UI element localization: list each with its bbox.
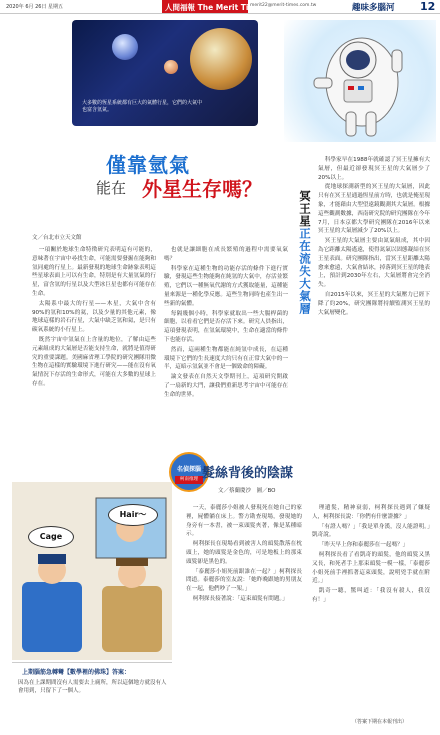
gas-giant-planet xyxy=(190,28,252,90)
paragraph: 自2015年以來，冥王星的大氣壓力已經下降了約20%，研究團隊將持續監測冥王星的大氣層變化。 xyxy=(318,291,430,316)
paragraph: 柯利探長看了看凱奇的頭髮，他的頭髮又黑又長，和死者手上那束頭髮一模一樣，「泰麗莎小姐死前手裡抓著這束頭髮，說明兇手就在附近。」 xyxy=(312,551,430,585)
article-column-2 xyxy=(164,246,288,442)
issue-date: 2020年 6月 26日 星期五 xyxy=(6,4,64,10)
planets-photo xyxy=(72,20,258,126)
astronaut-illustration xyxy=(284,20,436,142)
headline-sub-emph: 外星生存嗎？ xyxy=(142,177,262,201)
vertical-headline-part2: 正在流失大氣層 xyxy=(298,227,312,315)
paragraph: 一天，泰麗莎小姐被人發現死在她自己的家裡，屍體躺在床上。警方勘查現場，發現她的身旁有一本書，被一束頭髮夾著，像是某種暗示。 xyxy=(186,505,302,538)
paragraph: 也就是讓細胞在成長繁殖的過程中需要氧氣嗎？ xyxy=(164,247,288,262)
article-column-1 xyxy=(32,246,156,442)
paragraph: 「有證人嗎？」「我是單身漢，沒人能證明。」凱奇說。 xyxy=(312,523,430,539)
paragraph: 冥王星的大氣層主要由氮氣組成，其中因為它距離太陽遙遠，使得氮氣以固態凝結在冥王星表面。研究團隊指出，當冥王星距離太陽愈來愈遠，大氣會結冰，掉落到冥王星的地表上，預計到2030年左右，大氣層將會完全消失。 xyxy=(318,238,430,289)
paragraph: 凱奇一聽，驚叫道：「我沒有殺人，我沒有！」 xyxy=(312,588,430,603)
vertical-headline-part1: 冥王星 xyxy=(298,190,312,228)
answer-footnote: （答案下期在本報刊出） xyxy=(352,719,408,725)
paragraph: 從地球探測新型的冥王星的大氣層，因此只有在冥王星通過恆星前方時，也就是掩星現象，才能藉由大型望遠鏡觀測其大氣層。根據這些觀測數據，西南研究院的研究團隊在今年7月，日本京都大學研究團隊在2016年以來冥王星的大氣層減少了20%以上。 xyxy=(318,184,430,235)
small-planet xyxy=(112,34,138,60)
article-column-3 xyxy=(318,156,430,446)
speech-bubble-left: Cage xyxy=(28,526,74,548)
paragraph: 太陽系中最大的行星——木星，大氣中含有90%的氫和10%的氦，以及少量的其他元素，像地球這樣的岩石行星，大氣中缺乏氫和氦，是只有碳氧系統的小行星上。 xyxy=(32,300,156,334)
paragraph: 柯利探長接著說：「這束頭髮有問題。」 xyxy=(192,595,288,602)
tiny-planet xyxy=(164,60,178,74)
paragraph: 一項關於地球生命特徵研究表明這有可能的，意味著在宇宙中尋找生命，可能需要發掘在能夠和氫同處的行星上。最新發現的地球生命跡象表明這些星球表面上可以有生命，特別是有大量氫氣的行星，富含氫的行星以及大型冰巨星也都有可能存在生命。 xyxy=(32,247,156,297)
headline-sub-prefix: 能在 xyxy=(96,179,127,197)
astronaut-icon xyxy=(284,20,436,142)
photo-caption: 大多數的恆星系統都有巨大的氣體行星，它們的大氣中也富含氫氣。 xyxy=(82,100,203,113)
previous-answer-box xyxy=(12,662,172,710)
story-column-1 xyxy=(186,504,302,712)
vertical-headline xyxy=(293,190,313,315)
comic-illustration xyxy=(12,482,172,660)
badge-subtitle: 柯南推理 xyxy=(175,476,203,484)
story-title: 髮絲背後的陰謀 xyxy=(202,466,294,481)
paragraph: 柯利探長在現場看到被害人的頭髮散落在枕頭上，她的頭髮是金色的，可是地板上的那束頭髮卻是黑色的。 xyxy=(186,541,302,565)
paragraph: 理遺髮，精神衰弱，柯利探長遇到了嫌疑人，柯利探長說：「你們有什麼證據？」 xyxy=(312,505,430,520)
paragraph: 然而，這兩種生物都能在純氫中成長，在這種環境下它們的生長速度大約只有在正常大氣中的一半，這暗示氫氣並不會是一個致命的障礙。 xyxy=(164,346,288,371)
paragraph: 科學家早在1988年就確認了冥王星擁有大氣層，但最近卻發現冥王星的大氣層少了20%以上。 xyxy=(318,157,430,181)
paragraph: 每隔幾個小時，科學家就取出一些大腸桿菌的細胞，以看看它們是否存活下來。研究人員指出，這項發現表明，在氫氣環境中，生命在適當的條件下也能存活。 xyxy=(164,310,288,343)
paragraph: 「昨天早上你和泰麗莎在一起嗎？」 xyxy=(318,542,409,549)
page-header xyxy=(0,0,440,14)
contact-email: merit22@merit-times.com.tw xyxy=(250,3,317,8)
page-number: 12 xyxy=(420,0,436,13)
paragraph: 既然宇宙中氫氣在上含量的地位，了解由這些元素組成的大氣層是否能支持生命，就將是值得研究的重要課題。美國麻省理工學院的研究團隊用微生物在這樣的實驗環境下進行研究——能在沒有氧氣情況下存活的生命形式，可能在大多數的星球上存在。 xyxy=(32,336,156,387)
paragraph: 論文發表在自然天文學期刊上，這項研究開啟了一扇新的大門，讓我們重新思考宇宙中可能存在生命的世界。 xyxy=(164,374,288,398)
paragraph: 「泰麗莎小姐死前跟誰在一起？」柯利探長問道。泰麗莎的室友說：「她昨晚跟她的男朋友在一起，他們吵了一架。」 xyxy=(186,568,302,593)
paragraph: 科學家在這種生物的功能存活的條件下進行實驗，發現這些生物能夠在純氫的大氣中，存活並繁殖，它們以一種無氧代謝的方式獲取能量，這種能量來源是一種化學反應。這些生物同時也產生出一些新的氣體。 xyxy=(164,265,288,307)
story-column-2 xyxy=(312,504,430,712)
story-byline: 文／蔡蘭慶沙 圖／BO xyxy=(218,488,276,494)
article-byline: 文／台北市立天文館 xyxy=(32,235,82,241)
previous-answer-title: 上期腦筋急轉彎【數學裡的佛珠】答案： xyxy=(22,669,131,676)
section-name: 趣味多腦河 xyxy=(352,3,395,13)
previous-answer-text: 因為在上課期間沒有人需要去上廁所，所以這個地方就沒有人會用到，只留下了一個人。 xyxy=(18,680,167,694)
badge-title: 名偵探腦 xyxy=(176,466,201,473)
speech-bubble-right: Hair～ xyxy=(108,504,158,526)
newspaper-logo: 人間福報 The Merit Times xyxy=(162,0,248,13)
headline-main: 僅靠氫氣 xyxy=(106,153,190,177)
